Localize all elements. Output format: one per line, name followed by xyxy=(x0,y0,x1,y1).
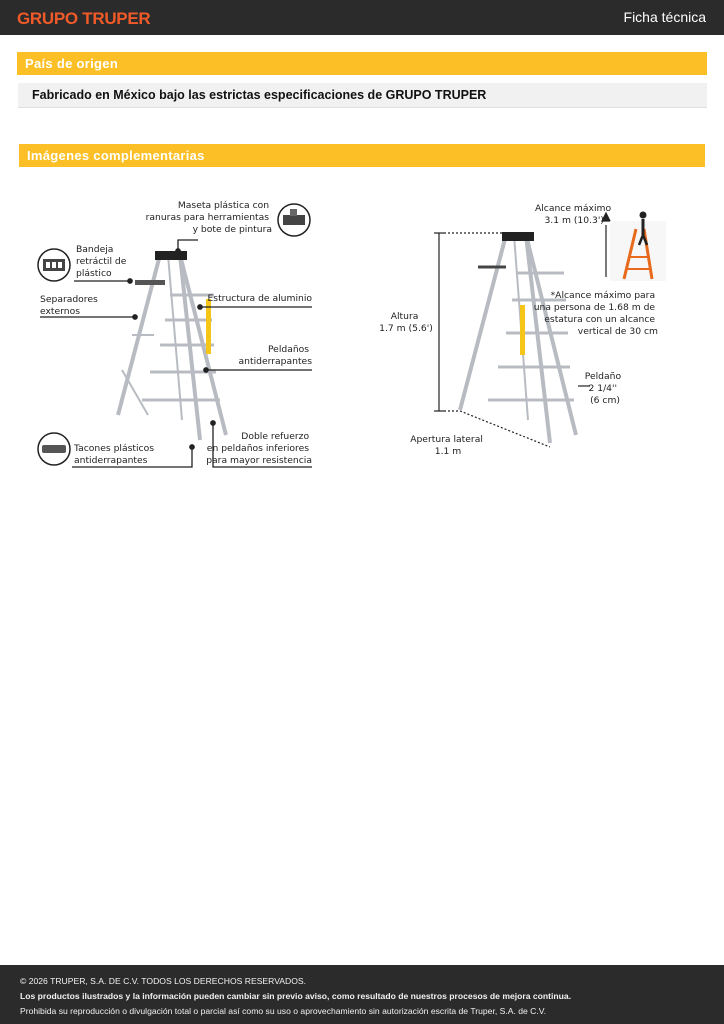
label-altura: Altura 1.7 m (5.6') xyxy=(379,311,433,334)
label-separadores: Separadores externos xyxy=(40,294,98,317)
section-heading-images: Imágenes complementarias xyxy=(19,144,705,167)
footer-notice: Los productos ilustrados y la información pueden cambiar sin previo aviso, como resultado de nuestros procesos de mejora continua. xyxy=(20,991,572,1001)
top-bar xyxy=(0,0,724,35)
label-alcance-maximo: Alcance máximo 3.1 m (10.3') xyxy=(534,203,612,226)
label-peldanos: Peldaños antiderrapantes xyxy=(238,344,312,367)
label-peldano: Peldaño 2 1/4'' (6 cm) xyxy=(584,371,622,406)
ladder-dimensions-figure xyxy=(378,195,668,465)
ladder-illustration-dimensions xyxy=(460,235,576,443)
feet-icon xyxy=(38,433,70,465)
footer-prohibition: Prohibida su reproducción o divulgación total o parcial así como su uso o aprovechamiento sin autorización escrita de Truper, S.A. de C.V. xyxy=(20,1006,547,1016)
label-tacones: Tacones plásticos antiderrapantes xyxy=(74,443,154,466)
tool-tray-top-dimensions xyxy=(502,232,534,241)
origin-text: Fabricado en México bajo las estrictas especificaciones de GRUPO TRUPER xyxy=(18,83,707,108)
tool-tray-top xyxy=(155,251,187,260)
section-heading-origin: País de origen xyxy=(17,52,707,75)
label-doble-refuerzo: Doble refuerzo en peldaños inferiores para mayor resistencia xyxy=(206,431,312,466)
brand-logo: GRUPO TRUPER xyxy=(17,9,151,28)
label-bandeja: Bandeja retráctil de plástico xyxy=(76,244,127,279)
label-maseta: Maseta plástica con ranuras para herramientas y bote de pintura xyxy=(145,200,272,235)
tray-icon xyxy=(38,249,70,281)
label-estructura: Estructura de aluminio xyxy=(207,293,312,304)
label-apertura: Apertura lateral 1.1 m xyxy=(410,434,483,457)
document-type: Ficha técnica xyxy=(623,9,706,25)
footer-copyright: © 2026 TRUPER, S.A. DE C.V. TODOS LOS DERECHOS RESERVADOS. xyxy=(20,976,307,986)
ladder-features-figure xyxy=(30,195,320,475)
ladder-label-dimensions xyxy=(520,305,525,355)
label-nota-alcance: *Alcance máximo para una persona de 1.68 m de estatura con un alcance vertical de 30 cm xyxy=(533,290,658,337)
maseta-icon xyxy=(278,204,310,236)
footer xyxy=(0,965,724,1024)
reach-illustration xyxy=(610,212,666,282)
retractable-tray xyxy=(135,280,165,285)
